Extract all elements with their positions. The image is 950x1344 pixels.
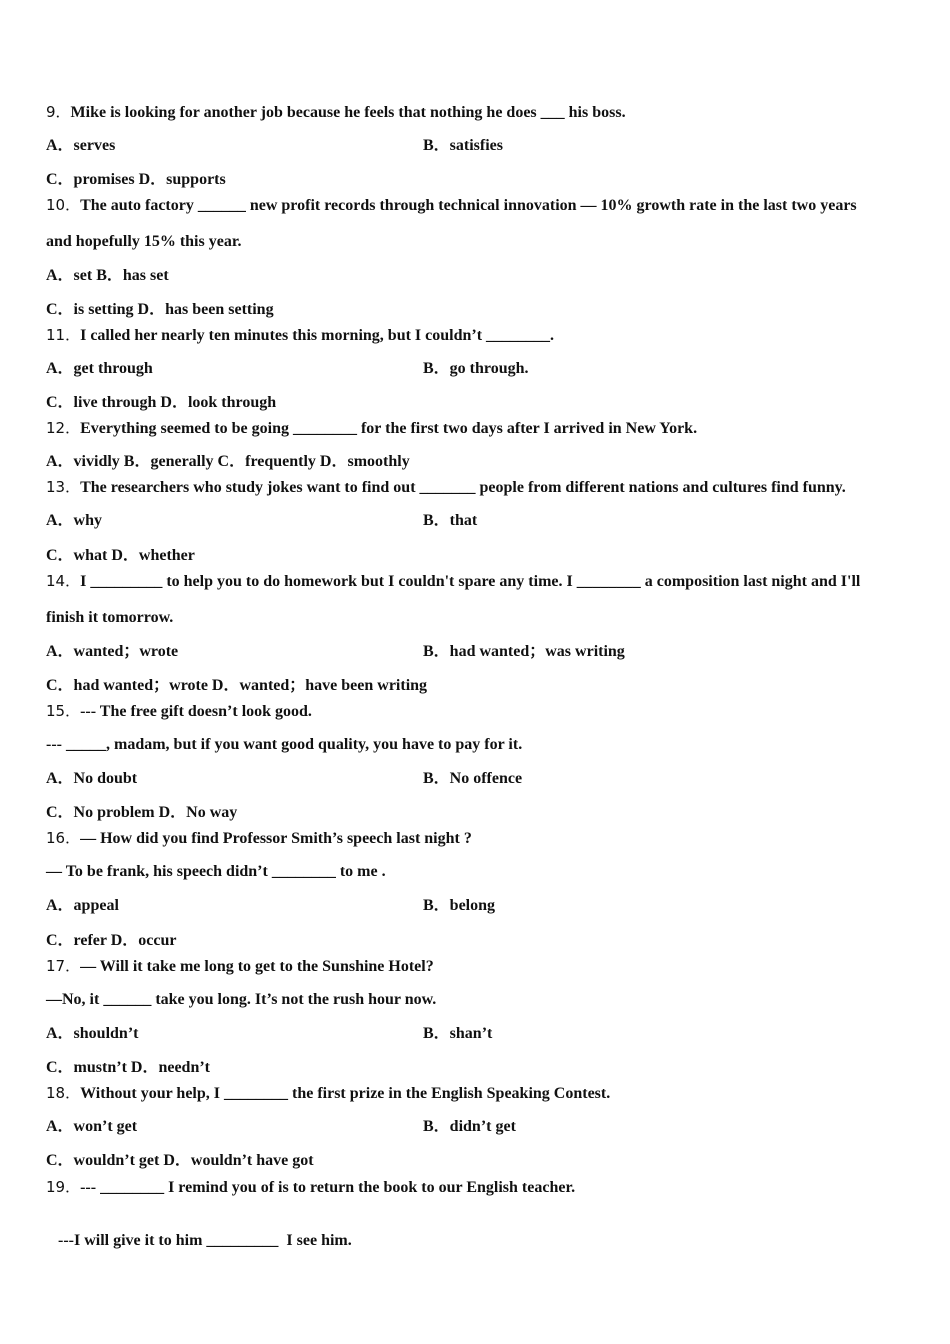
question-stem: --- The free gift doesn’t look good. <box>80 703 312 720</box>
options-row <box>46 393 276 413</box>
question-stem-continued <box>46 608 173 628</box>
option-a: A．get through <box>46 360 153 377</box>
question-stem-line2: — To be frank, his speech didn’t ________ to me . <box>46 863 386 880</box>
options-row <box>46 546 195 566</box>
question-number: 9． <box>46 103 71 121</box>
question-12 <box>46 418 697 439</box>
question-13 <box>46 477 846 498</box>
question-stem: I _________ to help you to do homework but I couldn't spare any time. I ________ a composition last night and I'll <box>80 573 861 590</box>
options-row <box>46 266 169 286</box>
option-b: B．satisfies <box>423 137 504 154</box>
question-stem: I called her nearly ten minutes this morning, but I couldn’t ________. <box>80 327 555 344</box>
option-b: B．shan’t <box>423 1025 493 1042</box>
question-16 <box>46 828 472 849</box>
options-row <box>46 642 625 662</box>
question-number: 19． <box>46 1178 81 1196</box>
option-a: A．won’t get <box>46 1118 138 1135</box>
options-row <box>46 896 496 916</box>
option-b: B．belong <box>423 897 496 914</box>
options-c-d: C．wouldn’t get D．wouldn’t have got <box>46 1152 314 1169</box>
options-row <box>46 359 529 379</box>
options-row <box>46 803 237 823</box>
question-number: 15． <box>46 702 81 720</box>
options-row <box>46 511 478 531</box>
question-number: 11． <box>46 326 81 344</box>
question-stem: --- ________ I remind you of is to return the book to our English teacher. <box>80 1179 576 1196</box>
option-a: A．No doubt <box>46 770 138 787</box>
option-a: A．serves <box>46 137 116 154</box>
question-stem-line2: —No, it ______ take you long. It’s not the rush hour now. <box>46 991 437 1008</box>
question-14 <box>46 571 860 592</box>
option-b: B．didn’t get <box>423 1118 516 1135</box>
options-row <box>46 676 427 696</box>
question-stem-continued <box>46 862 386 882</box>
question-10 <box>46 195 857 216</box>
options-c-d: C．what D．whether <box>46 547 195 564</box>
option-a: A．appeal <box>46 897 119 914</box>
question-stem: The researchers who study jokes want to find out _______ people from different nations and cultures find funny. <box>80 479 846 496</box>
options-c-d: C．is setting D．has been setting <box>46 301 274 318</box>
question-stem-line2: and hopefully 15% this year. <box>46 233 242 250</box>
question-stem-line2: --- _____, madam, but if you want good quality, you have to pay for it. <box>46 736 523 753</box>
options-row <box>46 136 504 156</box>
question-number: 17． <box>46 957 81 975</box>
options-c-d: C．refer D．occur <box>46 932 177 949</box>
options-row <box>46 1151 314 1171</box>
options-row <box>46 931 176 951</box>
options-row <box>46 1024 493 1044</box>
question-number: 16． <box>46 829 81 847</box>
options-row <box>46 300 274 320</box>
question-stem-continued <box>46 735 522 755</box>
question-stem: — How did you find Professor Smith’s speech last night ? <box>80 830 472 847</box>
question-15 <box>46 701 312 722</box>
question-stem: — Will it take me long to get to the Sunshine Hotel? <box>80 958 434 975</box>
option-b: B．go through. <box>423 360 529 377</box>
option-a: A．shouldn’t <box>46 1025 139 1042</box>
options-a-b: A．set B．has set <box>46 267 169 284</box>
question-stem: The auto factory ______ new profit records through technical innovation — 10% growth rate in the last two years <box>80 197 857 214</box>
question-stem-line2: finish it tomorrow. <box>46 609 174 626</box>
question-19 <box>46 1177 575 1198</box>
options-row <box>46 170 226 190</box>
option-a: A．wanted；wrote <box>46 643 179 660</box>
question-number: 10． <box>46 196 81 214</box>
question-18 <box>46 1083 610 1104</box>
question-stem-continued <box>46 232 241 252</box>
options-a-d: A．vividly B．generally C．frequently D．smoothly <box>46 453 410 470</box>
options-row <box>46 452 410 472</box>
question-stem: Mike is looking for another job because he feels that nothing he does ___ his boss. <box>70 104 626 121</box>
options-row <box>46 1058 210 1078</box>
question-number: 14． <box>46 572 81 590</box>
options-c-d: C．mustn’t D．needn’t <box>46 1059 211 1076</box>
question-number: 12． <box>46 419 81 437</box>
options-c-d: C．live through D．look through <box>46 394 277 411</box>
option-b: B．that <box>423 512 478 529</box>
options-c-d: C．had wanted；wrote D．wanted；have been writing <box>46 677 428 694</box>
question-stem: Everything seemed to be going ________ for the first two days after I arrived in New York. <box>80 420 698 437</box>
options-c-d: C．promises D．supports <box>46 171 226 188</box>
question-stem-continued <box>46 990 436 1010</box>
option-a: A．why <box>46 512 103 529</box>
options-row <box>46 1117 516 1137</box>
options-row <box>46 769 523 789</box>
question-number: 13． <box>46 478 81 496</box>
question-11 <box>46 325 554 346</box>
question-number: 18． <box>46 1084 81 1102</box>
question-stem-continued <box>46 1211 352 1251</box>
options-c-d: C．No problem D．No way <box>46 804 238 821</box>
question-9 <box>46 102 626 123</box>
question-stem: Without your help, I ________ the first prize in the English Speaking Contest. <box>80 1085 611 1102</box>
question-stem-line2: ---I will give it to him _________ I see him. <box>54 1232 352 1249</box>
question-17 <box>46 956 434 977</box>
option-b: B．had wanted；was writing <box>423 643 625 660</box>
option-b: B．No offence <box>423 770 523 787</box>
